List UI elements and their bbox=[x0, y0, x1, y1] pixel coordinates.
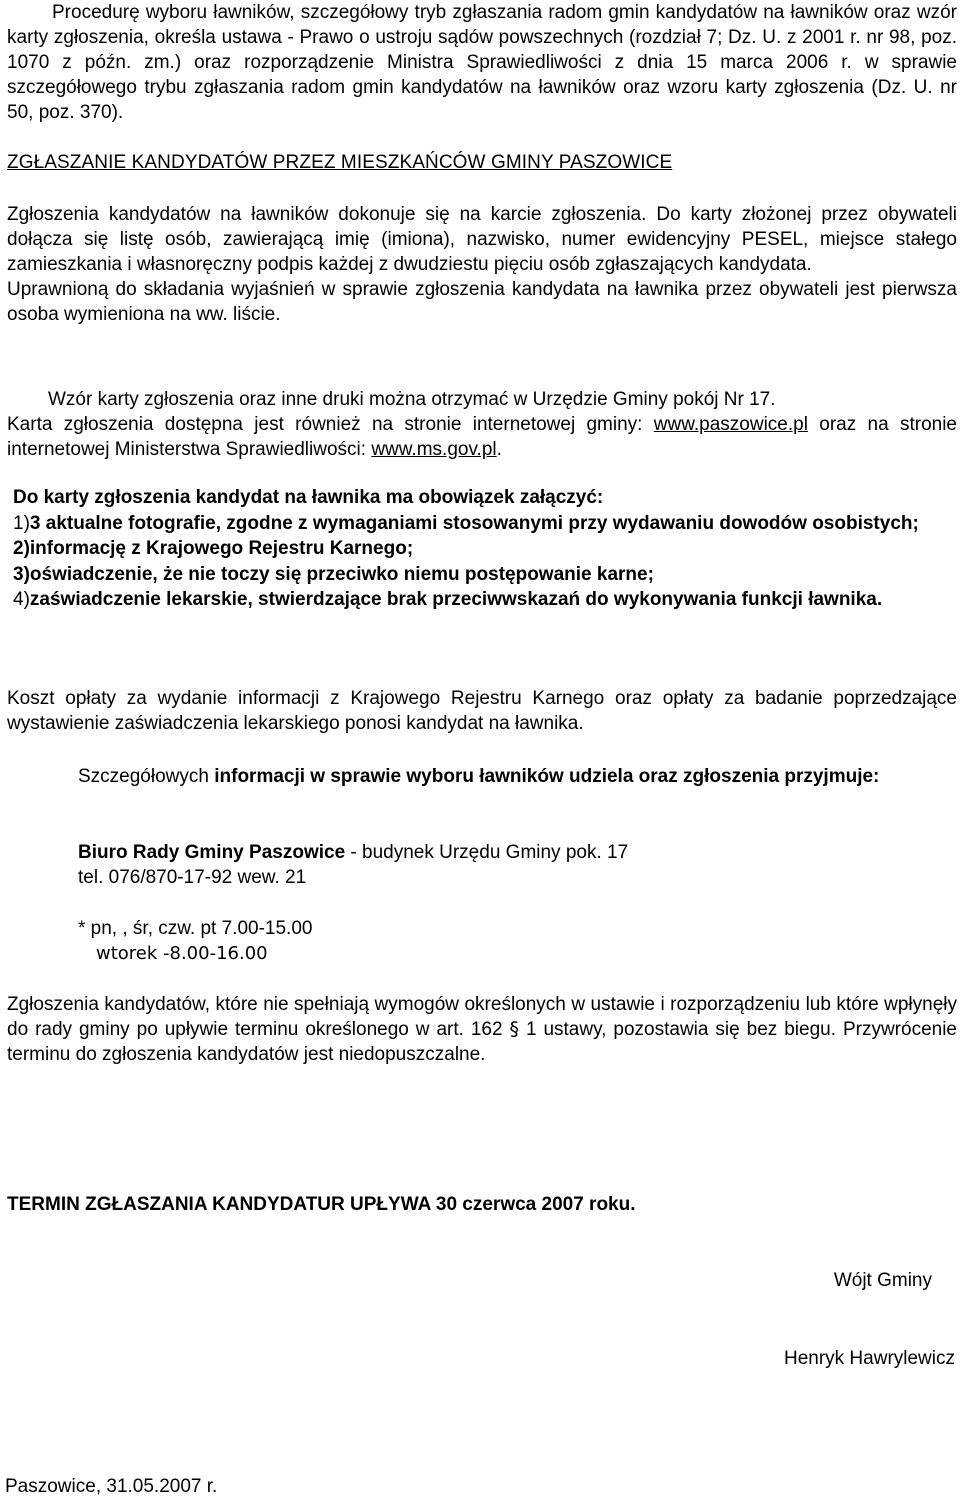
link-separator: oraz na stronie internetowej Ministerstwa Sprawiedliwości: bbox=[7, 414, 957, 460]
hours-tuesday: wtorek -8.00-16.00 bbox=[96, 943, 268, 964]
office-location: - budynek Urzędu Gminy pok. 17 bbox=[345, 842, 629, 863]
requirement-item-3 bbox=[13, 562, 953, 588]
place-date: Paszowice, 31.05.2007 r. bbox=[5, 1476, 218, 1497]
final-paragraph bbox=[7, 992, 957, 1067]
item-text: 3)oświadczenie, że nie toczy się przeciwko niemu postępowanie karne; bbox=[13, 563, 654, 585]
requirements-title: Do karty zgłoszenia kandydat na ławnika ma obowiązek załączyć: bbox=[13, 487, 604, 508]
office-phone: tel. 076/870-17-92 wew. 21 bbox=[78, 867, 307, 888]
final-text-after: 1 ustawy, pozostawia się bez biegu. Przywrócenie terminu do zgłoszenia kandydatów jest niedopuszczalne. bbox=[7, 1019, 957, 1065]
online-availability: Karta zgłoszenia dostępna jest również na stronie internetowej gminy: bbox=[7, 414, 643, 435]
costs-paragraph: Koszt opłaty za wydanie informacji z Krajowego Rejestru Karnego oraz opłaty za badanie poprzedzające wystawienie zaświadczenia lekarskiego ponosi kandydat na ławnika. bbox=[7, 688, 957, 734]
office-hours bbox=[78, 916, 948, 966]
submission-paragraph bbox=[7, 202, 957, 327]
paragraph-sign: § bbox=[509, 1018, 519, 1040]
item-text: zaświadczenie lekarskie, stwierdzające brak przeciwwskazań do wykonywania funkcji ławnika. bbox=[29, 589, 883, 611]
forms-paragraph bbox=[7, 387, 957, 462]
signature-name: Henryk Hawrylewicz bbox=[783, 1348, 955, 1369]
hours-weekdays: * pn, , śr, czw. pt 7.00-15.00 bbox=[78, 918, 313, 939]
section-heading: ZGŁASZANIE KANDYDATÓW PRZEZ MIESZKAŃCÓW GMINY PASZOWICE bbox=[7, 152, 673, 173]
deadline-notice: TERMIN ZGŁASZANIA KANDYDATUR UPŁYWA 30 czerwca 2007 roku. bbox=[7, 1194, 636, 1215]
ministry-link[interactable]: www.ms.gov.pl bbox=[371, 439, 497, 460]
requirement-item-2 bbox=[13, 536, 953, 562]
item-number: 1) bbox=[13, 512, 30, 534]
explanation-text: Uprawnioną do składania wyjaśnień w sprawie zgłoszenia kandydata na ławnika przez obywateli jest pierwsza osoba wymieniona na ww. liście. bbox=[7, 279, 957, 325]
signature-title: Wójt Gminy bbox=[833, 1270, 932, 1291]
item-text: 3 aktualne fotografie, zgodne z wymaganiami stosowanymi przy wydawaniu dowodów osobistych; bbox=[29, 512, 919, 534]
requirements-list bbox=[13, 485, 953, 613]
requirement-item-1 bbox=[13, 511, 953, 537]
contact-lead: Szczegółowych bbox=[78, 766, 209, 787]
final-text-before: Zgłoszenia kandydatów, które nie spełniają wymogów określonych w ustawie i rozporządzeniu lub które wpłynęły do rady gminy po upływie terminu określonego w art. 162 bbox=[7, 994, 957, 1040]
office-info bbox=[78, 840, 948, 890]
link-end: . bbox=[496, 439, 502, 460]
submission-text: Zgłoszenia kandydatów na ławników dokonuje się na karcie zgłoszenia. Do karty złożonej przez obywateli dołącza się listę osób, zawierającą imię (imiona), nazwisko, numer ewidencyjny PESEL, miejsce stałego zamieszkania i własnoręczny podpis każdej z dwudziestu pięciu osób zgłaszających kandydata. bbox=[7, 204, 957, 275]
item-text: 2)informację z Krajowego Rejestru Karnego; bbox=[13, 538, 414, 560]
contact-rest: informacji w sprawie wyboru ławników udziela oraz zgłoszenia przyjmuje: bbox=[208, 766, 880, 787]
requirement-item-4 bbox=[13, 587, 953, 613]
office-name: Biuro Rady Gminy Paszowice bbox=[78, 842, 346, 863]
forms-availability: Wzór karty zgłoszenia oraz inne druki można otrzymać w Urzędzie Gminy pokój Nr 17. bbox=[48, 389, 776, 410]
gmina-link[interactable]: www.paszowice.pl bbox=[653, 414, 808, 435]
item-number: 4) bbox=[13, 589, 30, 611]
contact-paragraph bbox=[7, 764, 957, 789]
intro-paragraph: Procedurę wyboru ławników, szczegółowy tryb zgłaszania radom gmin kandydatów na ławników oraz wzór karty zgłoszenia, określa ustawa - Prawo o ustroju sądów powszechnych (rozdział 7; Dz. U. z 2001 r. nr 98, poz. 1070 z późn. zm.) oraz rozporządzenie Ministra Sprawiedliwości z dnia 15 marca 2006 r. w sprawie szczegółowego trybu zgłaszania radom gmin kandydatów na ławników oraz wzoru karty zgłoszenia (Dz. U. nr 50, poz. 370). bbox=[7, 2, 957, 123]
